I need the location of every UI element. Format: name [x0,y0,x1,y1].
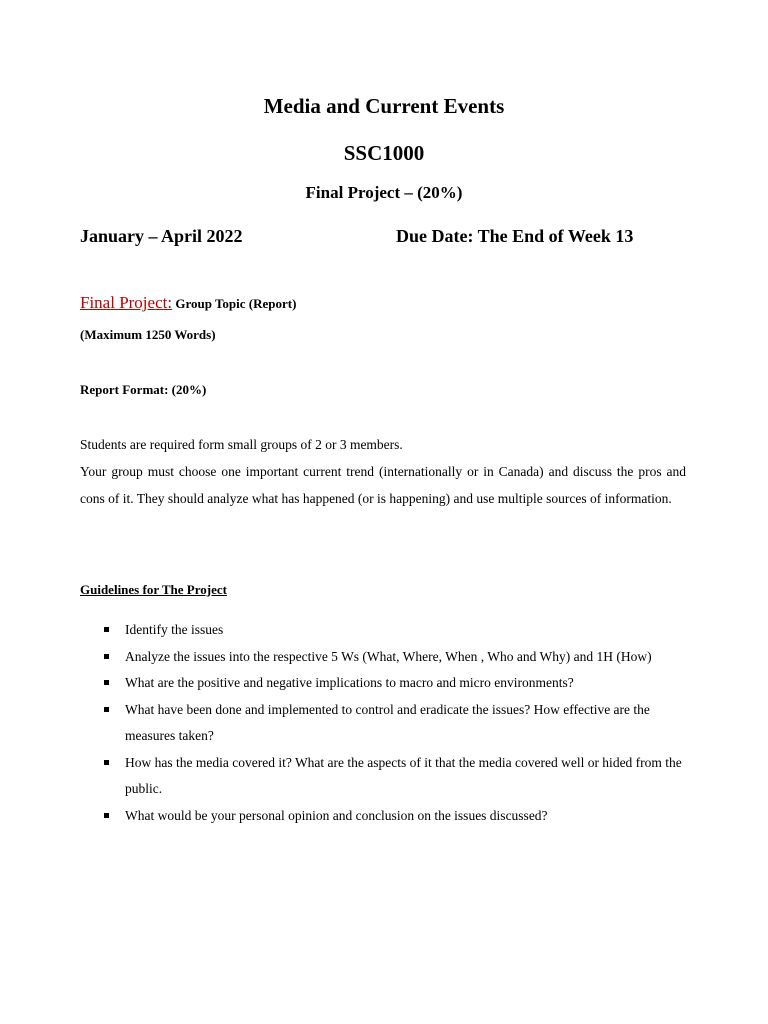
list-item [104,670,684,697]
list-item-text: What have been done and implemented to control and eradicate the issues? How effective are the measures taken? [125,701,650,743]
max-words: (Maximum 1250 Words) [80,327,216,342]
list-item-text: What would be your personal opinion and conclusion on the issues discussed? [125,807,548,823]
list-item [104,697,684,750]
due-date: Due Date: The End of Week 13 [396,226,634,246]
intro-line-1: Students are required form small groups of 2 or 3 members. [80,437,403,452]
final-project-topic: Group Topic (Report) [175,296,297,311]
list-item [104,750,684,803]
course-code: SSC1000 [343,141,425,165]
square-bullet-icon [104,813,109,818]
square-bullet-icon [104,627,109,632]
document-title: Media and Current Events [263,94,505,118]
square-bullet-icon [104,707,109,712]
list-item [104,617,684,644]
square-bullet-icon [104,680,109,685]
guidelines-list [104,617,684,829]
list-item-text: How has the media covered it? What are the aspects of it that the media covered well or hided from the public. [125,754,682,796]
square-bullet-icon [104,654,109,659]
term-dates: January – April 2022 [80,226,243,246]
report-format: Report Format: (20%) [80,382,207,397]
guidelines-heading: Guidelines for The Project [80,582,227,597]
square-bullet-icon [104,760,109,765]
list-item-text: What are the positive and negative implications to macro and micro environments? [125,675,574,690]
list-item-text: Identify the issues [125,622,224,637]
list-item-text: Analyze the issues into the respective 5 Ws (What, Where, When , Who and Why) and 1H (How) [125,648,652,664]
final-project-label: Final Project: [80,293,173,312]
intro-line-2: Your group must choose one important current trend (internationally or in Canada) and discuss the pros and cons of it. They should analyze what has happened (or is happening) and use multiple sources of information. [80,464,686,506]
list-item [104,803,684,830]
final-project-line [80,293,296,313]
intro-paragraph [80,431,686,512]
list-item [104,644,684,671]
project-weight: Final Project – (20%) [305,183,463,202]
